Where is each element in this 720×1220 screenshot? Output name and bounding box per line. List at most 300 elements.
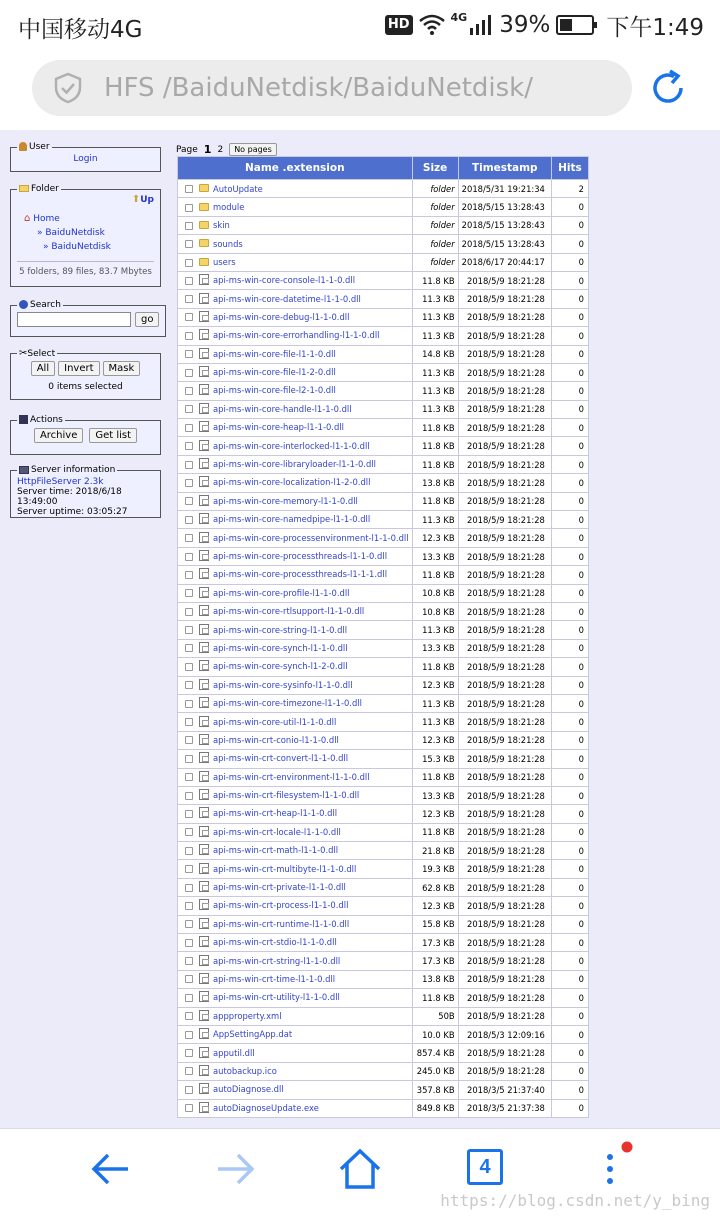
file-name-cell[interactable] [178, 621, 412, 638]
file-name-link[interactable]: appproperty.xml [213, 1010, 282, 1021]
file-name-link[interactable]: api-ms-win-crt-heap-l1-1-0.dll [213, 808, 338, 819]
row-checkbox[interactable] [185, 1012, 193, 1020]
file-name-cell[interactable] [178, 1044, 412, 1061]
file-name-link[interactable]: api-ms-win-crt-string-l1-1-0.dll [213, 955, 341, 966]
page-label: Page [176, 144, 198, 155]
file-name-cell[interactable] [178, 732, 412, 749]
file-name-link[interactable]: api-ms-win-crt-math-l1-1-0.dll [213, 845, 339, 856]
row-checkbox[interactable] [185, 663, 193, 671]
file-icon [199, 771, 209, 782]
file-size-cell: 11.3 KB [413, 290, 458, 307]
table-row [178, 603, 588, 620]
file-name-cell[interactable] [178, 529, 412, 546]
file-icon [199, 384, 209, 395]
file-name-cell[interactable] [178, 217, 412, 234]
row-checkbox[interactable] [185, 222, 193, 230]
timestamp-cell: 2018/5/9 18:21:28 [459, 640, 551, 657]
row-checkbox[interactable] [185, 350, 193, 358]
row-checkbox[interactable] [185, 204, 193, 212]
file-name-link[interactable]: api-ms-win-core-synch-l1-2-0.dll [213, 661, 348, 672]
timestamp-cell: 2018/5/9 18:21:28 [459, 1008, 551, 1025]
row-checkbox[interactable] [185, 755, 193, 763]
row-checkbox[interactable] [185, 608, 193, 616]
file-icon [199, 660, 209, 671]
hits-cell: 0 [552, 474, 588, 491]
hits-cell: 0 [552, 860, 588, 877]
file-icon [199, 329, 209, 340]
file-icon [199, 826, 209, 837]
file-name-cell[interactable] [178, 713, 412, 730]
file-name-link[interactable]: api-ms-win-core-file-l2-1-0.dll [213, 385, 336, 396]
file-size-cell: 19.3 KB [413, 860, 458, 877]
server-info-panel [10, 465, 161, 518]
path-link-2[interactable]: » BaiduNetdisk [43, 242, 111, 252]
hd-badge: HD [385, 15, 413, 35]
file-size-cell: 15.3 KB [413, 750, 458, 767]
file-name-link[interactable]: api-ms-win-core-rtlsupport-l1-1-0.dll [213, 606, 365, 617]
file-name-link[interactable]: api-ms-win-core-localization-l1-2-0.dll [213, 477, 371, 488]
file-size-cell: 17.3 KB [413, 952, 458, 969]
file-name-cell[interactable] [178, 860, 412, 877]
file-icon [199, 991, 209, 1002]
search-input[interactable] [17, 312, 131, 327]
file-size-cell: 11.8 KB [413, 419, 458, 436]
folder-icon [199, 203, 209, 211]
file-name-cell[interactable] [178, 879, 412, 896]
file-name-cell[interactable] [178, 272, 412, 289]
table-row [178, 952, 588, 969]
row-checkbox[interactable] [185, 369, 193, 377]
file-name-link[interactable]: api-ms-win-core-file-l1-1-0.dll [213, 348, 336, 359]
file-name-cell[interactable] [178, 309, 412, 326]
row-checkbox[interactable] [185, 313, 193, 321]
hits-cell: 0 [552, 309, 588, 326]
file-name-cell[interactable] [178, 750, 412, 767]
row-checkbox[interactable] [185, 865, 193, 873]
file-name-link[interactable]: api-ms-win-core-debug-l1-1-0.dll [213, 311, 350, 322]
file-size-cell: 11.8 KB [413, 566, 458, 583]
table-row [178, 511, 588, 528]
timestamp-cell: 2018/5/9 18:21:28 [459, 401, 551, 418]
folder-icon [199, 239, 209, 247]
file-name-link[interactable]: api-ms-win-crt-stdio-l1-1-0.dll [213, 937, 337, 948]
file-name-link[interactable]: api-ms-win-core-profile-l1-1-0.dll [213, 587, 350, 598]
table-row [178, 640, 588, 657]
hits-cell: 0 [552, 1063, 588, 1080]
page-2-link[interactable]: 2 [217, 144, 224, 155]
file-name-cell[interactable] [178, 474, 412, 491]
file-icon [199, 881, 209, 892]
timestamp-cell: 2018/5/9 18:21:28 [459, 916, 551, 933]
back-arrow-icon[interactable] [88, 1147, 132, 1191]
file-size-cell: 11.8 KB [413, 493, 458, 510]
home-icon[interactable] [337, 1147, 383, 1191]
file-name-link[interactable]: api-ms-win-crt-filesystem-l1-1-0.dll [213, 790, 360, 801]
row-checkbox[interactable] [185, 939, 193, 947]
file-name-link[interactable]: sounds [213, 238, 243, 249]
file-name-cell[interactable] [178, 897, 412, 914]
timestamp-cell: 2018/5/9 18:21:28 [459, 658, 551, 675]
file-name-link[interactable]: api-ms-win-crt-convert-l1-1-0.dll [213, 753, 349, 764]
file-name-link[interactable]: AutoUpdate [213, 183, 263, 194]
row-checkbox[interactable] [185, 920, 193, 928]
table-row [178, 971, 588, 988]
row-checkbox[interactable] [185, 902, 193, 910]
size-column-header[interactable]: Size [413, 157, 458, 179]
file-name-link[interactable]: api-ms-win-crt-time-l1-1-0.dll [213, 973, 336, 984]
file-size-cell: 50B [413, 1008, 458, 1025]
file-size-cell: 11.8 KB [413, 272, 458, 289]
row-checkbox[interactable] [185, 387, 193, 395]
network-type-label: 4G [450, 10, 468, 24]
forward-arrow-icon[interactable] [214, 1147, 258, 1191]
name-column-header[interactable]: Name .extension [178, 157, 412, 179]
file-name-cell[interactable] [178, 842, 412, 859]
row-checkbox[interactable] [185, 828, 193, 836]
file-name-cell[interactable] [178, 437, 412, 454]
row-checkbox[interactable] [185, 332, 193, 340]
table-row [178, 897, 588, 914]
file-name-cell[interactable] [178, 346, 412, 363]
file-name-link[interactable]: api-ms-win-crt-environment-l1-1-0.dll [213, 771, 370, 782]
url-text[interactable]: HFS /BaiduNetdisk/BaiduNetdisk/ [104, 73, 533, 103]
table-row [178, 658, 588, 675]
row-checkbox[interactable] [185, 497, 193, 505]
timestamp-cell: 2018/5/9 18:21:28 [459, 603, 551, 620]
row-checkbox[interactable] [185, 1031, 193, 1039]
row-checkbox[interactable] [185, 461, 193, 469]
table-row [178, 879, 588, 896]
file-size-cell: 12.3 KB [413, 677, 458, 694]
file-name-cell[interactable] [178, 198, 412, 215]
file-name-link[interactable]: api-ms-win-core-timezone-l1-1-0.dll [213, 698, 362, 709]
server-info-title: Server information [17, 465, 117, 475]
table-row [178, 1008, 588, 1025]
timestamp-cell: 2018/5/15 13:28:43 [459, 235, 551, 252]
file-name-link[interactable]: api-ms-win-core-util-l1-1-0.dll [213, 716, 337, 727]
timestamp-cell: 2018/5/9 18:21:28 [459, 548, 551, 565]
row-checkbox[interactable] [185, 442, 193, 450]
file-name-cell[interactable] [178, 1081, 412, 1098]
file-size-cell: 17.3 KB [413, 934, 458, 951]
row-checkbox[interactable] [185, 975, 193, 983]
timestamp-cell: 2018/5/9 18:21:28 [459, 989, 551, 1006]
file-name-link[interactable]: api-ms-win-core-errorhandling-l1-1-0.dll [213, 330, 380, 341]
row-checkbox[interactable] [185, 847, 193, 855]
row-checkbox[interactable] [185, 957, 193, 965]
hfs-version-link[interactable]: HttpFileServer 2.3k [17, 477, 104, 487]
file-size-cell: 13.3 KB [413, 640, 458, 657]
row-checkbox[interactable] [185, 479, 193, 487]
file-icon [199, 716, 209, 727]
row-checkbox[interactable] [185, 405, 193, 413]
folder-icon [199, 221, 209, 229]
table-row [178, 235, 588, 252]
row-checkbox[interactable] [185, 589, 193, 597]
battery-icon [556, 15, 594, 35]
row-checkbox[interactable] [185, 644, 193, 652]
file-name-link[interactable]: api-ms-win-core-heap-l1-1-0.dll [213, 422, 344, 433]
file-size-cell: 13.8 KB [413, 971, 458, 988]
file-name-cell[interactable] [178, 769, 412, 786]
file-name-link[interactable]: api-ms-win-crt-conio-l1-1-0.dll [213, 734, 339, 745]
file-name-cell[interactable] [178, 235, 412, 252]
row-checkbox[interactable] [185, 994, 193, 1002]
hits-cell: 0 [552, 750, 588, 767]
hits-cell: 0 [552, 566, 588, 583]
file-name-link[interactable]: apputil.dll [213, 1047, 255, 1058]
file-name-cell[interactable] [178, 180, 412, 197]
file-name-cell[interactable] [178, 787, 412, 804]
file-name-cell[interactable] [178, 916, 412, 933]
file-name-cell[interactable] [178, 1008, 412, 1025]
hits-cell: 0 [552, 658, 588, 675]
row-checkbox[interactable] [185, 259, 193, 267]
file-name-cell[interactable] [178, 401, 412, 418]
file-name-cell[interactable] [178, 677, 412, 694]
row-checkbox[interactable] [185, 792, 193, 800]
file-name-link[interactable]: api-ms-win-core-libraryloader-l1-1-0.dll [213, 459, 376, 470]
row-checkbox[interactable] [185, 700, 193, 708]
login-link[interactable]: Login [73, 154, 98, 164]
hits-cell: 0 [552, 456, 588, 473]
hits-cell: 0 [552, 493, 588, 510]
file-name-link[interactable]: api-ms-win-core-memory-l1-1-0.dll [213, 495, 358, 506]
menu-dots-icon[interactable] [598, 1141, 638, 1191]
file-name-link[interactable]: autobackup.ico [213, 1065, 277, 1076]
invert-button[interactable]: Invert [58, 361, 99, 376]
archive-button[interactable]: Archive [34, 428, 83, 443]
file-icon [199, 863, 209, 874]
timestamp-cell: 2018/5/9 18:21:28 [459, 529, 551, 546]
table-row [178, 769, 588, 786]
hits-cell: 0 [552, 272, 588, 289]
timestamp-cell: 2018/5/9 18:21:28 [459, 677, 551, 694]
file-name-link[interactable]: api-ms-win-crt-utility-l1-1-0.dll [213, 992, 340, 1003]
file-name-cell[interactable] [178, 934, 412, 951]
file-name-link[interactable]: api-ms-win-core-processthreads-l1-1-1.dll [213, 569, 388, 580]
mask-button[interactable]: Mask [103, 361, 141, 376]
file-icon [199, 605, 209, 616]
timestamp-cell: 2018/5/15 13:28:43 [459, 198, 551, 215]
address-bar[interactable] [32, 60, 632, 116]
file-name-cell[interactable] [178, 603, 412, 620]
row-checkbox[interactable] [185, 240, 193, 248]
row-checkbox[interactable] [185, 277, 193, 285]
hits-column-header[interactable]: Hits [552, 157, 588, 179]
file-name-link[interactable]: api-ms-win-core-file-l1-2-0.dll [213, 367, 336, 378]
table-row [178, 217, 588, 234]
file-name-link[interactable]: api-ms-win-core-processthreads-l1-1-0.dll [213, 551, 388, 561]
table-row [178, 1063, 588, 1080]
file-size-cell: 62.8 KB [413, 879, 458, 896]
timestamp-cell: 2018/5/9 18:21:28 [459, 272, 551, 289]
up-link[interactable]: Up [140, 195, 154, 205]
file-name-cell[interactable] [178, 585, 412, 602]
file-name-link[interactable]: api-ms-win-core-namedpipe-l1-1-0.dll [213, 514, 371, 525]
file-name-cell[interactable] [178, 493, 412, 510]
file-name-cell[interactable] [178, 364, 412, 381]
row-checkbox[interactable] [185, 681, 193, 689]
file-icon [199, 899, 209, 910]
hits-cell: 0 [552, 346, 588, 363]
file-icon [199, 366, 209, 377]
file-size-cell: 12.3 KB [413, 897, 458, 914]
file-name-cell[interactable] [178, 1063, 412, 1080]
file-name-cell[interactable] [178, 695, 412, 712]
file-name-link[interactable]: users [213, 257, 236, 268]
table-row [178, 198, 588, 215]
file-name-link[interactable]: api-ms-win-crt-runtime-l1-1-0.dll [213, 918, 350, 929]
user-icon [19, 142, 27, 151]
row-checkbox[interactable] [185, 424, 193, 432]
file-name-link[interactable]: api-ms-win-core-datetime-l1-1-0.dll [213, 293, 361, 304]
hits-cell: 0 [552, 695, 588, 712]
hits-cell: 0 [552, 842, 588, 859]
file-name-link[interactable]: autoDiagnoseUpdate.exe [213, 1102, 319, 1113]
table-row [178, 364, 588, 381]
timestamp-column-header[interactable]: Timestamp [459, 157, 551, 179]
timestamp-cell: 2018/6/17 20:44:17 [459, 254, 551, 271]
row-checkbox[interactable] [185, 810, 193, 818]
file-size-cell: 11.3 KB [413, 327, 458, 344]
timestamp-cell: 2018/5/31 19:21:34 [459, 180, 551, 197]
timestamp-cell: 2018/5/9 18:21:28 [459, 879, 551, 896]
timestamp-cell: 2018/5/9 18:21:28 [459, 364, 551, 381]
timestamp-cell: 2018/5/9 18:21:28 [459, 474, 551, 491]
path-link-1[interactable]: » BaiduNetdisk [37, 228, 105, 238]
file-name-link[interactable]: api-ms-win-core-console-l1-1-0.dll [213, 275, 356, 286]
pager [176, 143, 277, 156]
file-name-link[interactable]: api-ms-win-crt-locale-l1-1-0.dll [213, 826, 341, 837]
hits-cell: 0 [552, 640, 588, 657]
hits-cell: 0 [552, 897, 588, 914]
file-name-link[interactable]: skin [213, 220, 230, 231]
row-checkbox[interactable] [185, 185, 193, 193]
timestamp-cell: 2018/5/9 18:21:28 [459, 713, 551, 730]
file-name-cell[interactable] [178, 989, 412, 1006]
home-link[interactable]: Home [33, 214, 60, 224]
file-icon [199, 495, 209, 506]
timestamp-cell: 2018/5/9 18:21:28 [459, 732, 551, 749]
file-name-link[interactable]: AppSettingApp.dat [213, 1029, 293, 1040]
timestamp-cell: 2018/5/9 18:21:28 [459, 860, 551, 877]
file-name-cell[interactable] [178, 1026, 412, 1043]
file-size-cell: 11.8 KB [413, 437, 458, 454]
file-name-link[interactable]: api-ms-win-core-string-l1-1-0.dll [213, 624, 348, 635]
row-checkbox[interactable] [185, 736, 193, 744]
row-checkbox[interactable] [185, 534, 193, 542]
row-checkbox[interactable] [185, 1086, 193, 1094]
row-checkbox[interactable] [185, 553, 193, 561]
row-checkbox[interactable] [185, 626, 193, 634]
reload-icon[interactable] [648, 68, 688, 108]
file-name-cell[interactable] [178, 327, 412, 344]
file-name-link[interactable]: module [213, 202, 245, 213]
hits-cell: 0 [552, 971, 588, 988]
timestamp-cell: 2018/5/9 18:21:28 [459, 824, 551, 841]
tab-count-button[interactable] [467, 1149, 503, 1185]
timestamp-cell: 2018/5/9 18:21:28 [459, 621, 551, 638]
hits-cell: 0 [552, 824, 588, 841]
file-icon [199, 752, 209, 763]
file-size-cell: 14.8 KB [413, 346, 458, 363]
timestamp-cell: 2018/5/15 13:28:43 [459, 217, 551, 234]
file-icon [199, 293, 209, 304]
file-name-cell[interactable] [178, 658, 412, 675]
select-all-button[interactable]: All [31, 361, 55, 376]
file-icon [199, 973, 209, 984]
row-checkbox[interactable] [185, 295, 193, 303]
file-icon [199, 440, 209, 451]
get-list-button[interactable]: Get list [89, 428, 137, 443]
go-button[interactable]: go [135, 312, 159, 327]
file-name-link[interactable]: api-ms-win-core-handle-l1-1-0.dll [213, 403, 352, 414]
file-name-link[interactable]: api-ms-win-crt-multibyte-l1-1-0.dll [213, 863, 357, 874]
no-pages-button[interactable]: No pages [229, 143, 277, 156]
folder-summary: 5 folders, 89 files, 83.7 Mbytes [17, 261, 154, 277]
hits-cell: 0 [552, 1026, 588, 1043]
file-name-cell[interactable] [178, 290, 412, 307]
file-name-cell[interactable] [178, 566, 412, 583]
file-size-cell: 11.3 KB [413, 401, 458, 418]
file-name-cell[interactable] [178, 952, 412, 969]
file-name-link[interactable]: api-ms-win-core-interlocked-l1-1-0.dll [213, 440, 370, 451]
file-name-cell[interactable] [178, 456, 412, 473]
row-checkbox[interactable] [185, 773, 193, 781]
file-name-link[interactable]: api-ms-win-crt-private-l1-1-0.dll [213, 882, 346, 893]
file-name-cell[interactable] [178, 419, 412, 436]
table-row [178, 474, 588, 491]
file-name-cell[interactable] [178, 640, 412, 657]
file-name-link[interactable]: api-ms-win-core-sysinfo-l1-1-0.dll [213, 679, 353, 690]
file-size-cell: 12.3 KB [413, 805, 458, 822]
table-row [178, 437, 588, 454]
file-name-link[interactable]: api-ms-win-core-processenvironment-l1-1-0.dll [213, 532, 409, 543]
timestamp-cell: 2018/5/9 18:21:28 [459, 382, 551, 399]
row-checkbox[interactable] [185, 1067, 193, 1075]
file-table [177, 156, 589, 1118]
file-name-cell[interactable] [178, 1100, 412, 1117]
hits-cell: 0 [552, 1008, 588, 1025]
row-checkbox[interactable] [185, 884, 193, 892]
hits-cell: 0 [552, 603, 588, 620]
file-name-cell[interactable] [178, 548, 412, 565]
timestamp-cell: 2018/5/9 18:21:28 [459, 750, 551, 767]
file-name-cell[interactable] [178, 971, 412, 988]
row-checkbox[interactable] [185, 571, 193, 579]
file-size-cell: 11.3 KB [413, 364, 458, 381]
row-checkbox[interactable] [185, 1104, 193, 1112]
file-name-cell[interactable] [178, 805, 412, 822]
file-name-cell[interactable] [178, 511, 412, 528]
row-checkbox[interactable] [185, 516, 193, 524]
file-name-link[interactable]: autoDiagnose.dll [213, 1084, 284, 1095]
select-panel [10, 348, 161, 400]
file-size-cell: 10.8 KB [413, 603, 458, 620]
file-name-link[interactable]: api-ms-win-core-synch-l1-1-0.dll [213, 642, 348, 653]
file-name-cell[interactable] [178, 382, 412, 399]
hits-cell: 0 [552, 217, 588, 234]
file-icon [199, 458, 209, 469]
scissors-icon: ✂ [19, 348, 28, 359]
file-name-cell[interactable] [178, 254, 412, 271]
row-checkbox[interactable] [185, 1049, 193, 1057]
row-checkbox[interactable] [185, 718, 193, 726]
table-row [178, 805, 588, 822]
file-name-link[interactable]: api-ms-win-crt-process-l1-1-0.dll [213, 900, 349, 911]
file-name-cell[interactable] [178, 824, 412, 841]
